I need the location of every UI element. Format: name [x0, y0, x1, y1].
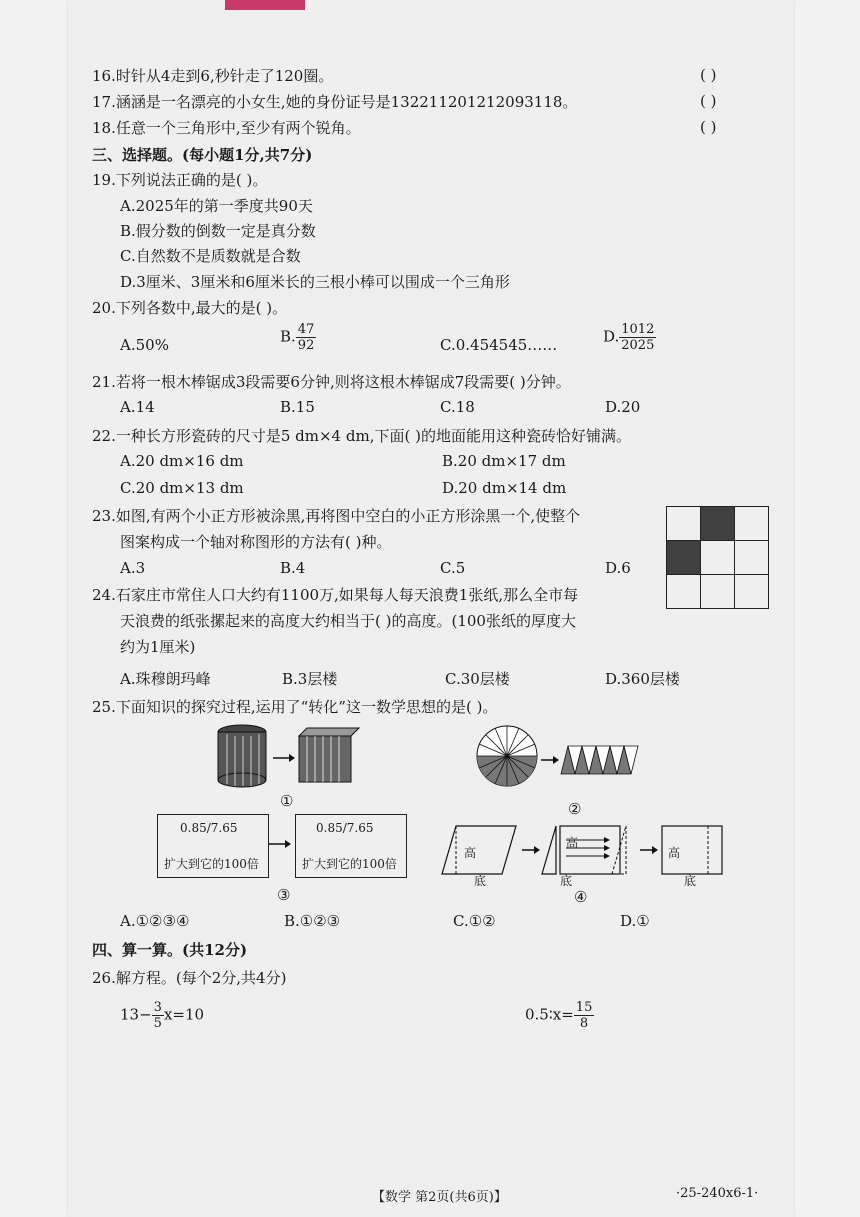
- q19-option-b: B.假分数的倒数一定是真分数: [120, 222, 316, 240]
- grid-cell: [735, 507, 769, 541]
- base-label-1: 底: [474, 874, 487, 888]
- question-23-stem-line1: 23.如图,有两个小正方形被涂黑,再将图中空白的小正方形涂黑一个,使整个: [92, 507, 581, 525]
- question-23-stem-line2: 图案构成一个轴对称图形的方法有( )种。: [120, 533, 392, 551]
- q23-option-a: A.3: [120, 559, 146, 577]
- section-3-heading: 三、选择题。(每小题1分,共7分): [92, 146, 313, 164]
- figure-label-3: ③: [277, 886, 291, 904]
- pink-tab-edge: [225, 0, 305, 10]
- q22-option-d: D.20 dm×14 dm: [442, 479, 567, 497]
- base-label-3: 底: [684, 874, 697, 888]
- question-18: 18.任意一个三角形中,至少有两个锐角。: [92, 119, 361, 137]
- grid-cell-shaded: [667, 541, 701, 575]
- q25-option-d: D.①: [620, 912, 650, 930]
- base-label-2: 底: [560, 874, 573, 888]
- page-footer: 【数学 第2页(共6页)】: [372, 1190, 507, 1205]
- q21-option-a: A.14: [120, 398, 155, 416]
- figure-label-4: ④: [574, 888, 588, 906]
- question-19-stem: 19.下列说法正确的是( )。: [92, 171, 268, 189]
- q20-option-b: B. $\frac{47}{92}$: [280, 322, 315, 353]
- q21-option-c: C.18: [440, 398, 475, 416]
- grid-cell-shaded: [701, 507, 735, 541]
- question-25-stem: 25.下面知识的探究过程,运用了“转化”这一数学思想的是( )。: [92, 698, 498, 716]
- q19-option-c: C.自然数不是质数就是合数: [120, 247, 301, 265]
- q23-option-c: C.5: [440, 559, 466, 577]
- question-26-stem: 26.解方程。(每个2分,共4分): [92, 969, 287, 987]
- exam-code: ·25-240x6-1·: [676, 1186, 759, 1201]
- answer-paren-17: ( ): [700, 92, 717, 110]
- q25-option-b: B.①②③: [284, 912, 341, 930]
- division-expression-right: 0.85/7.65: [316, 821, 374, 835]
- figure-label-1: ①: [280, 792, 294, 810]
- question-24-stem-line1: 24.石家庄市常住人口大约有1100万,如果每人每天浪费1张纸,那么全市每: [92, 586, 579, 604]
- grid-cell: [701, 541, 735, 575]
- question-24-stem-line3: 约为1厘米): [120, 638, 196, 656]
- q20-option-d: D. $\frac{1012}{2025}$: [603, 322, 655, 353]
- question-21-stem: 21.若将一根木棒锯成3段需要6分钟,则将这根木棒锯成7段需要( )分钟。: [92, 373, 571, 391]
- q25-option-c: C.①②: [453, 912, 496, 930]
- q24-option-d: D.360层楼: [605, 670, 680, 688]
- q24-option-b: B.3层楼: [282, 670, 338, 688]
- q25-option-a: A.①②③④: [120, 912, 190, 930]
- arrow-right-icon: [269, 838, 293, 850]
- q22-option-b: B.20 dm×17 dm: [442, 452, 566, 470]
- q21-option-d: D.20: [605, 398, 641, 416]
- answer-paren-16: ( ): [700, 66, 717, 84]
- q20-option-c: C.0.454545……: [440, 336, 558, 354]
- grid-cell: [667, 507, 701, 541]
- q22-option-c: C.20 dm×13 dm: [120, 479, 244, 497]
- division-expression-left: 0.85/7.65: [180, 821, 238, 835]
- division-box-left: [157, 814, 269, 878]
- expand-note-right: 扩大到它的100倍: [302, 857, 397, 871]
- question-22-stem: 22.一种长方形瓷砖的尺寸是5 dm×4 dm,下面( )的地面能用这种瓷砖恰好铺满。: [92, 427, 631, 445]
- q19-option-a: A.2025年的第一季度共90天: [120, 197, 313, 215]
- q20-option-a: A.50%: [120, 336, 169, 354]
- question-20-stem: 20.下列各数中,最大的是( )。: [92, 299, 288, 317]
- height-label-1: 高: [464, 846, 477, 860]
- grid-cell: [701, 575, 735, 609]
- division-box-right: [295, 814, 407, 878]
- cylinder-transform-figure: [215, 722, 365, 792]
- question-24-stem-line2: 天浪费的纸张摞起来的高度大约相当于( )的高度。(100张纸的厚度大: [120, 612, 576, 630]
- q24-option-c: C.30层楼: [445, 670, 510, 688]
- circle-transform-figure: [475, 722, 645, 797]
- grid-cell: [667, 575, 701, 609]
- equation-1: 13− $\frac{3}{5}$ x=10: [120, 1000, 205, 1031]
- grid-cell: [735, 575, 769, 609]
- q23-option-b: B.4: [280, 559, 306, 577]
- section-4-heading: 四、算一算。(共12分): [92, 941, 248, 959]
- q23-option-d: D.6: [605, 559, 631, 577]
- q19-option-d: D.3厘米、3厘米和6厘米长的三根小棒可以围成一个三角形: [120, 273, 510, 291]
- figure-label-2: ②: [568, 800, 582, 818]
- question-17: 17.涵涵是一名漂亮的小女生,她的身份证号是132211201212093118。: [92, 93, 578, 111]
- height-label-3: 高: [668, 846, 681, 860]
- expand-note-left: 扩大到它的100倍: [164, 857, 259, 871]
- height-label-2: 高: [566, 836, 579, 850]
- q24-option-a: A.珠穆朗玛峰: [120, 670, 211, 688]
- question-16: 16.时针从4走到6,秒针走了120圈。: [92, 67, 334, 85]
- answer-paren-18: ( ): [700, 118, 717, 136]
- equation-2: 0.5∶x= $\frac{15}{8}$: [525, 1000, 593, 1031]
- symmetry-grid-figure: [666, 506, 769, 609]
- q22-option-a: A.20 dm×16 dm: [120, 452, 244, 470]
- q21-option-b: B.15: [280, 398, 315, 416]
- grid-cell: [735, 541, 769, 575]
